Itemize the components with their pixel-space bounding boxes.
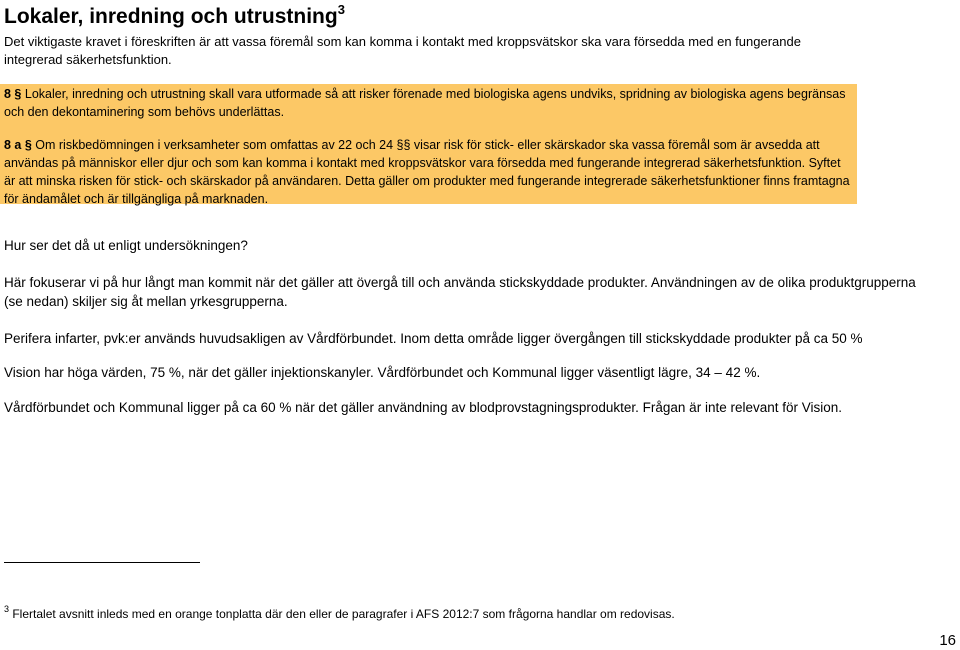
footnote-ref: 3: [4, 604, 10, 614]
paragraph-8: 8 § Lokaler, inredning och utrustning skall vara utformade så att risker förenade med biologiska agens undviks, spridning av biologiska agens begränsas och den dekontaminering som behövs underlättas.: [4, 87, 846, 119]
body-paragraph-3: Vision har höga värden, 75 %, när det gäller injektionskanyler. Vårdförbundet och Kommunal ligger väsentligt lägre, 34 – 42 %.: [4, 365, 761, 380]
intro-text: Det viktigaste kravet i föreskriften är att vassa föremål som kan komma i kontakt med kroppsvätskor ska vara försedda med en fungerande integrerad säkerhetsfunktion.: [4, 34, 801, 67]
title-footnote-ref: 3: [337, 2, 345, 17]
section-question: Hur ser det då ut enligt undersökningen?: [4, 238, 248, 253]
paragraph-8a-ref: 8 a §: [4, 138, 32, 152]
footnote-separator: [4, 562, 200, 563]
body-paragraph-1-line-2: (se nedan) skiljer sig åt mellan yrkesgrupperna.: [4, 294, 288, 309]
paragraph-8a: 8 a § Om riskbedömningen i verksamheter som omfattas av 22 och 24 §§ visar risk för stick- eller skärskador ska vassa föremål som är avsedda att användas på människor eller djur och som kan komma i kontakt med kroppsvätskor vara försedda med fungerande integrerad säkerhetsfunktion. Syftet är att minska risken för stick- och skärskador på användaren. Detta gäller om produkter med fungerande integrerade säkerhetsfunktioner finns framtagna för ändamålet och är tillgängliga på marknaden.: [4, 138, 850, 206]
body-paragraph-2: Perifera infarter, pvk:er används huvudsakligen av Vårdförbundet. Inom detta område ligger övergången till stickskyddade produkter på ca 50 %: [4, 331, 863, 346]
paragraph-8-ref: 8 §: [4, 87, 22, 101]
body-paragraph-4: Vårdförbundet och Kommunal ligger på ca 60 % när det gäller användning av blodprovstagningsprodukter. Frågan är inte relevant för Vision.: [4, 400, 843, 415]
page-number: 16: [939, 632, 956, 649]
page-title: Lokaler, inredning och utrustning$^3$: [4, 2, 345, 28]
footnote: $^3$ Flertalet avsnitt inleds med en orange tonplatta där den eller de paragrafer i AFS 2012:7 som frågorna handlar om redovisas.: [4, 604, 675, 621]
body-paragraph-1-line-1: Här fokuserar vi på hur långt man kommit när det gäller att övergå till och använda stickskyddade produkter. Användningen av de olika produktgrupperna: [4, 275, 916, 290]
